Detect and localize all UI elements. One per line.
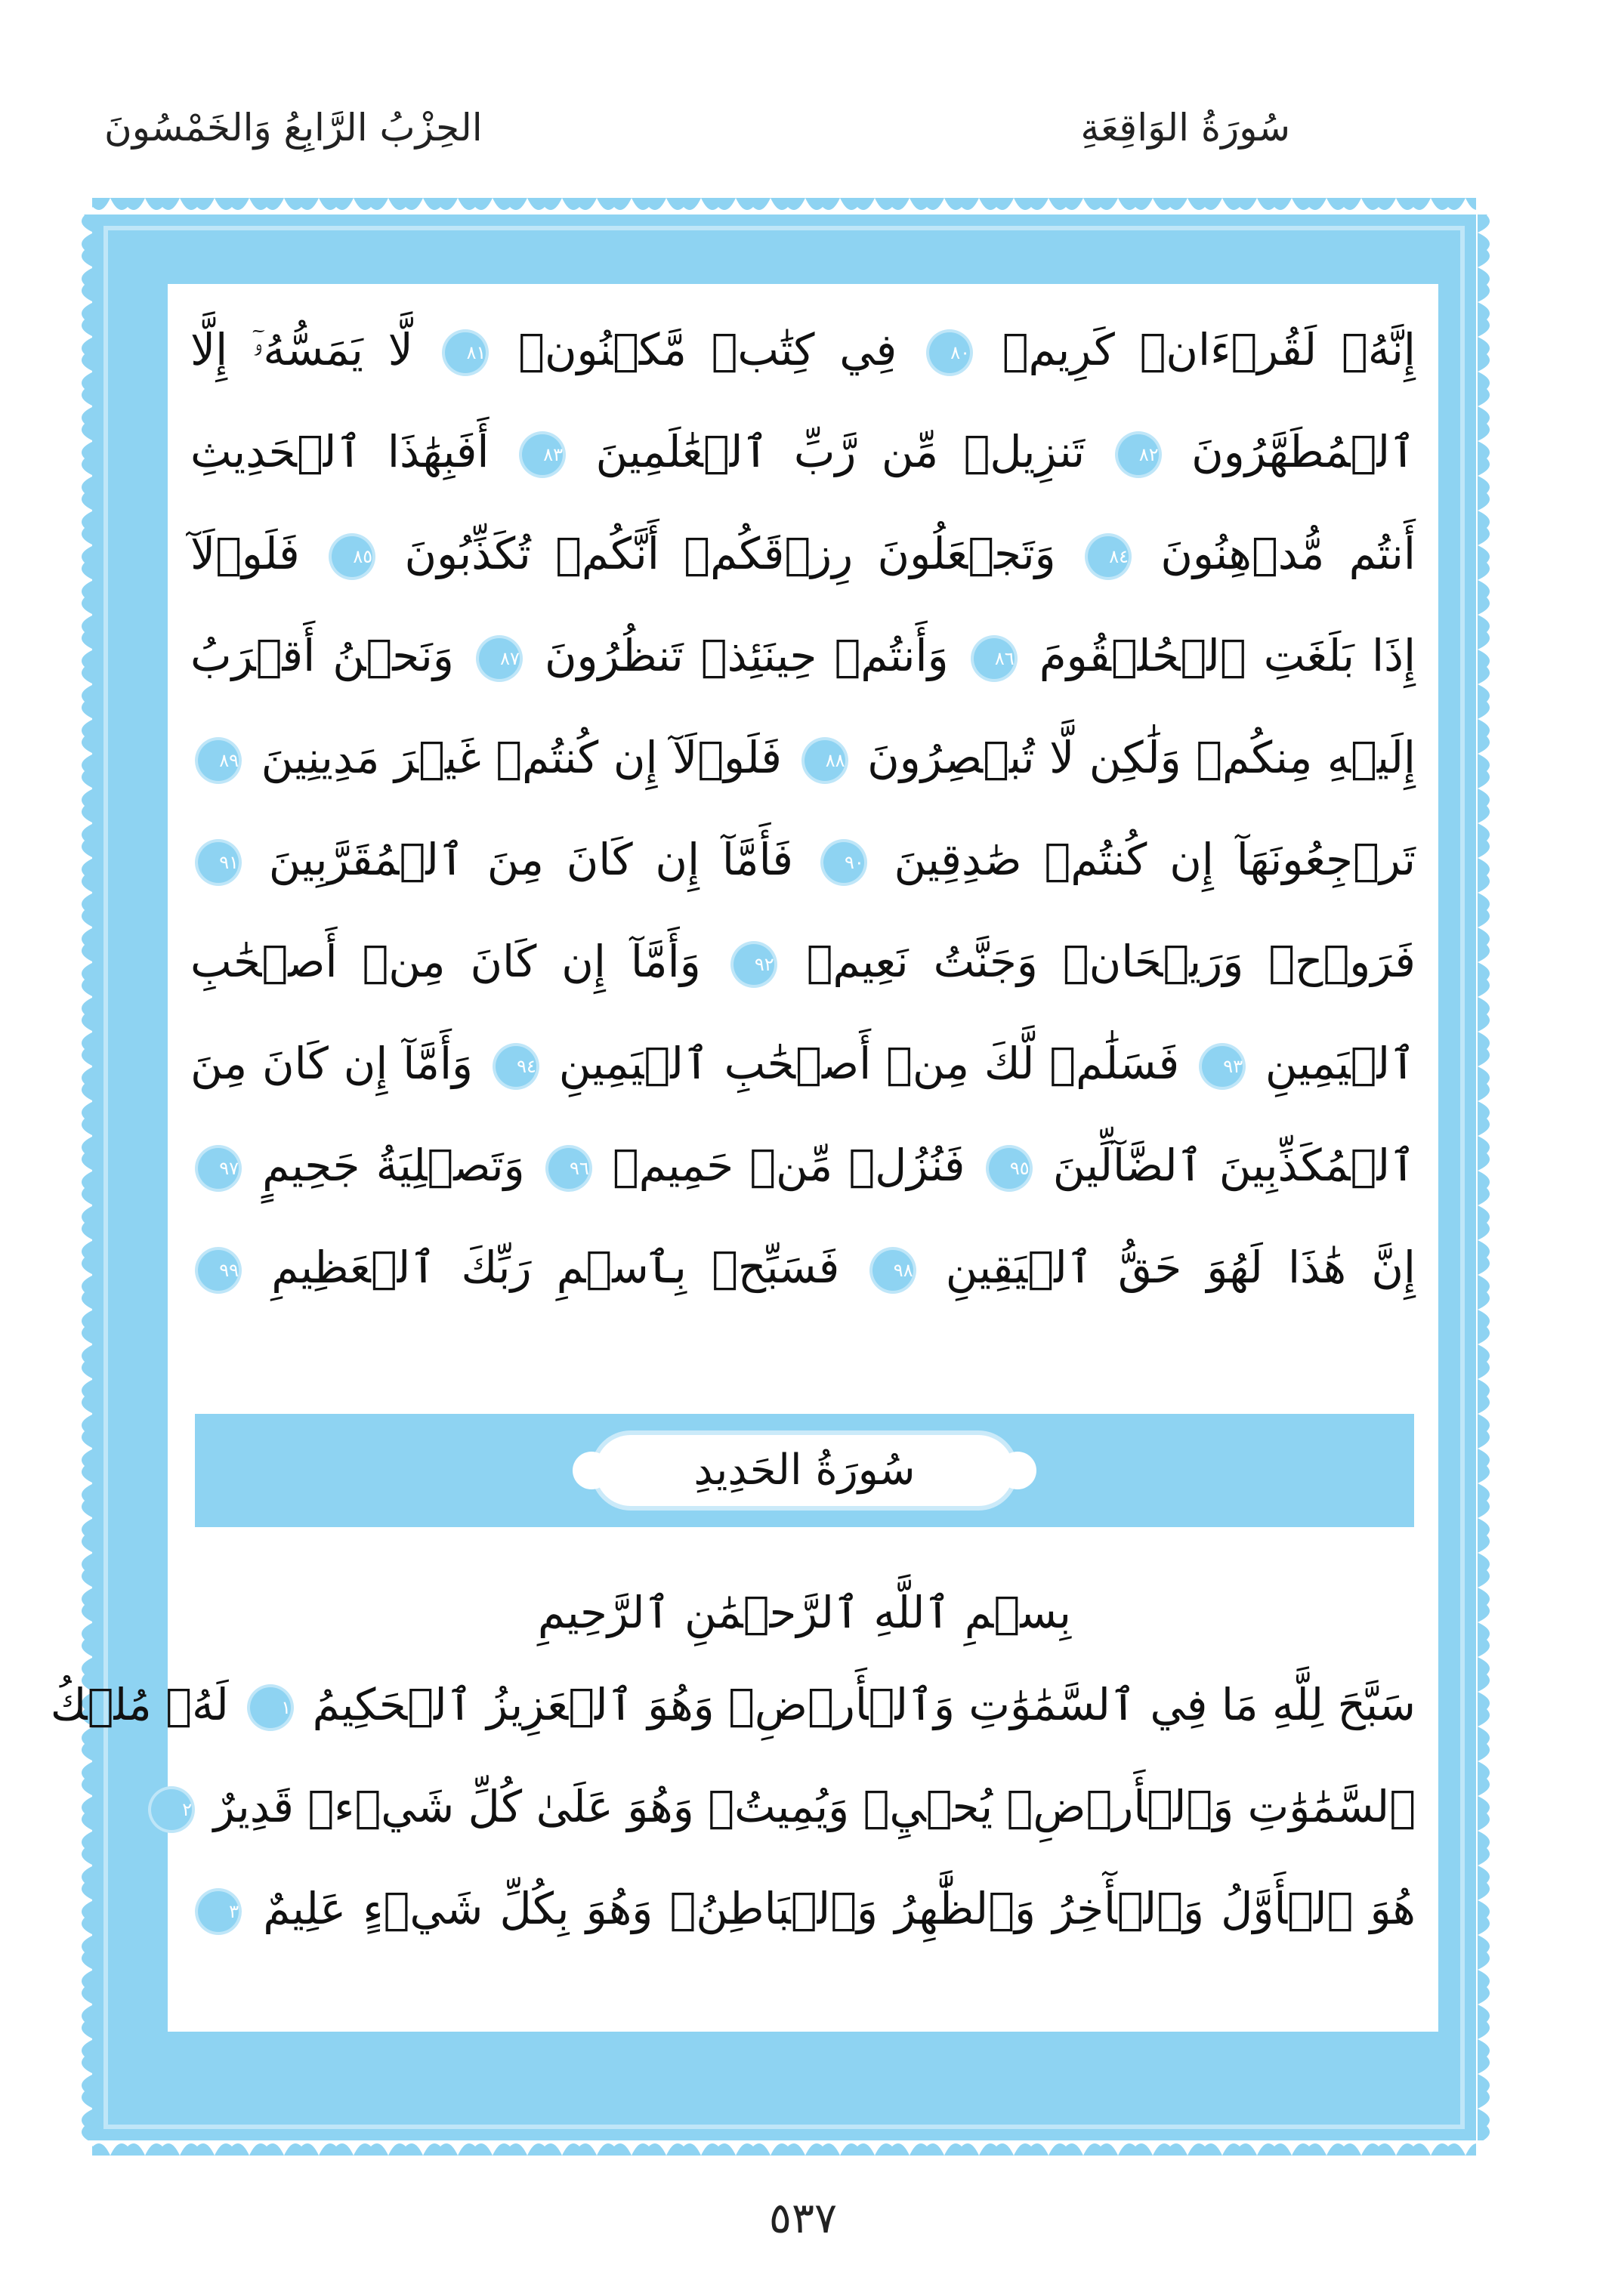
verse-text: فَلَوۡلَآ إِن كُنتُمۡ غَيۡرَ مَدِينِينَ [261, 732, 782, 783]
ayah-number-marker: ٩٥ [989, 1148, 1030, 1189]
ayah-number-marker: ٨٥ [332, 536, 372, 577]
verse-line [190, 1217, 1416, 1319]
page-number: ٥٣٧ [768, 2194, 838, 2243]
verse-line [190, 503, 1416, 605]
verse-text: سَبَّحَ لِلَّهِ مَا فِي ٱلسَّمَٰوَٰتِ وَٱلۡأَرۡضِۖ وَهُوَ ٱلۡعَزِيزُ ٱلۡحَكِيمُ [312, 1679, 1416, 1730]
verse-text: فَسَبِّحۡ بِٱسۡمِ رَبِّكَ ٱلۡعَظِيمِ [271, 1242, 840, 1293]
verse-line [190, 809, 1416, 911]
ayah-number-marker: ٨١ [445, 332, 486, 373]
ayah-number-marker: ٩٩ [198, 1250, 239, 1291]
verse-text: وَتَجۡعَلُونَ رِزۡقَكُمۡ أَنَّكُمۡ تُكَذِّبُونَ [404, 528, 1056, 579]
verse-line [190, 605, 1416, 707]
ayah-number-marker: ٨٩ [198, 740, 239, 781]
ayah-number-marker: ٩٢ [734, 944, 774, 985]
verse-text: فَسَلَٰمٞ لَّكَ مِنۡ أَصۡحَٰبِ ٱلۡيَمِينِ [558, 1038, 1180, 1089]
ayah-number-marker: ٣ [198, 1891, 239, 1932]
verse-text: تَنزِيلٞ مِّن رَّبِّ ٱلۡعَٰلَمِينَ [595, 426, 1086, 477]
verse-line [190, 1115, 1416, 1217]
verse-text: وَنَحۡنُ أَقۡرَبُ [190, 630, 454, 681]
ayah-number-marker: ٩٧ [198, 1148, 239, 1189]
verse-text: أَنتُم مُّدۡهِنُونَ [1160, 528, 1416, 579]
ayah-number-marker: ٨٤ [1088, 536, 1129, 577]
verse-text: ٱلۡمُطَهَّرُونَ [1191, 426, 1416, 477]
ayah-number-marker: ٨٣ [522, 434, 563, 475]
ayah-number-marker: ٩١ [198, 842, 239, 883]
verse-line [190, 1013, 1416, 1115]
verse-lines-hadid [50, 1654, 1416, 1960]
surah-name-header: سُورَةُ الوَاقِعَةِ [1080, 106, 1290, 150]
verse-text: لَّا يَمَسُّهُۥٓ إِلَّا [190, 324, 413, 375]
ayah-number-marker: ١ [250, 1687, 291, 1728]
verse-text: إِذَا بَلَغَتِ ٱلۡحُلۡقُومَ [1039, 630, 1416, 681]
verse-text: فَلَوۡلَآ [190, 528, 300, 579]
ayah-number-marker: ٩٨ [872, 1250, 913, 1291]
ayah-number-marker: ٢ [151, 1789, 192, 1830]
verse-line [190, 911, 1416, 1013]
surah-title: سُورَةُ الحَدِيدِ [693, 1446, 916, 1495]
ayah-number-marker: ٩٣ [1202, 1046, 1243, 1087]
ayah-number-marker: ٨٨ [805, 740, 845, 781]
verse-text: لَهُۥ مُلۡكُ [50, 1679, 229, 1730]
verse-text: فِي كِتَٰبٖ مَّكۡنُونٖ [518, 324, 897, 375]
verse-text: فَأَمَّآ إِن كَانَ مِنَ ٱلۡمُقَرَّبِينَ [268, 834, 793, 885]
verse-text: فَرَوۡحٞ وَرَيۡحَانٞ وَجَنَّتُ نَعِيمٖ [806, 936, 1416, 987]
ayah-number-marker: ٨٢ [1118, 434, 1159, 475]
basmala: بِسۡمِ ٱللَّهِ ٱلرَّحۡمَٰنِ ٱلرَّحِيمِ [537, 1587, 1072, 1638]
ayah-number-marker: ٨٧ [479, 638, 520, 679]
verse-line [190, 299, 1416, 401]
verse-text: هُوَ ٱلۡأَوَّلُ وَٱلۡأٓخِرُ وَٱلظَّٰهِرُ وَٱلۡبَاطِنُۖ وَهُوَ بِكُلِّ شَيۡءٍ عَلِيمٌ [263, 1883, 1416, 1934]
verse-lines-waqiah [190, 299, 1416, 1319]
verse-line [190, 1858, 1416, 1960]
surah-title-cartouche [595, 1435, 1014, 1506]
verse-text: وَأَمَّآ إِن كَانَ مِنَ [190, 1038, 474, 1089]
verse-text: إِنَّ هَٰذَا لَهُوَ حَقُّ ٱلۡيَقِينِ [945, 1242, 1416, 1293]
ayah-number-marker: ٩٤ [496, 1046, 536, 1087]
ayah-number-marker: ٩٦ [548, 1148, 589, 1189]
ayah-number-marker: ٨٦ [974, 638, 1015, 679]
verse-text: ٱلۡيَمِينِ [1265, 1038, 1416, 1089]
verse-line [190, 707, 1416, 809]
surah-title-banner [195, 1414, 1414, 1527]
verse-text: تَرۡجِعُونَهَآ إِن كُنتُمۡ صَٰدِقِينَ [894, 834, 1416, 885]
verse-text: ٱلسَّمَٰوَٰتِ وَٱلۡأَرۡضِۖ يُحۡيِۦ وَيُمِيتُۖ وَهُوَ عَلَىٰ كُلِّ شَيۡءٖ قَدِيرٌ [213, 1781, 1416, 1832]
verse-line [50, 1654, 1416, 1756]
verse-line [182, 1756, 1416, 1858]
ayah-number-marker: ٨٠ [929, 332, 970, 373]
verse-line [190, 401, 1416, 503]
ayah-number-marker: ٩٠ [823, 842, 864, 883]
verse-text: إِنَّهُۥ لَقُرۡءَانٞ كَرِيمٞ [1002, 324, 1416, 375]
verse-text: أَفَبِهَٰذَا ٱلۡحَدِيثِ [190, 426, 490, 477]
verse-text: وَأَمَّآ إِن كَانَ مِنۡ أَصۡحَٰبِ [190, 936, 701, 987]
verse-text: وَأَنتُمۡ حِينَئِذٖ تَنظُرُونَ [544, 630, 949, 681]
verse-text: فَنُزُلٞ مِّنۡ حَمِيمٖ [612, 1140, 965, 1191]
verse-text: وَتَصۡلِيَةُ جَحِيمٍ [262, 1140, 525, 1191]
hizb-header: الحِزْبُ الرَّابِعُ وَالخَمْسُونَ [104, 106, 483, 150]
verse-text: إِلَيۡهِ مِنكُمۡ وَلَٰكِن لَّا تُبۡصِرُونَ [867, 732, 1416, 783]
verse-text: ٱلۡمُكَذِّبِينَ ٱلضَّآلِّينَ [1052, 1140, 1416, 1191]
